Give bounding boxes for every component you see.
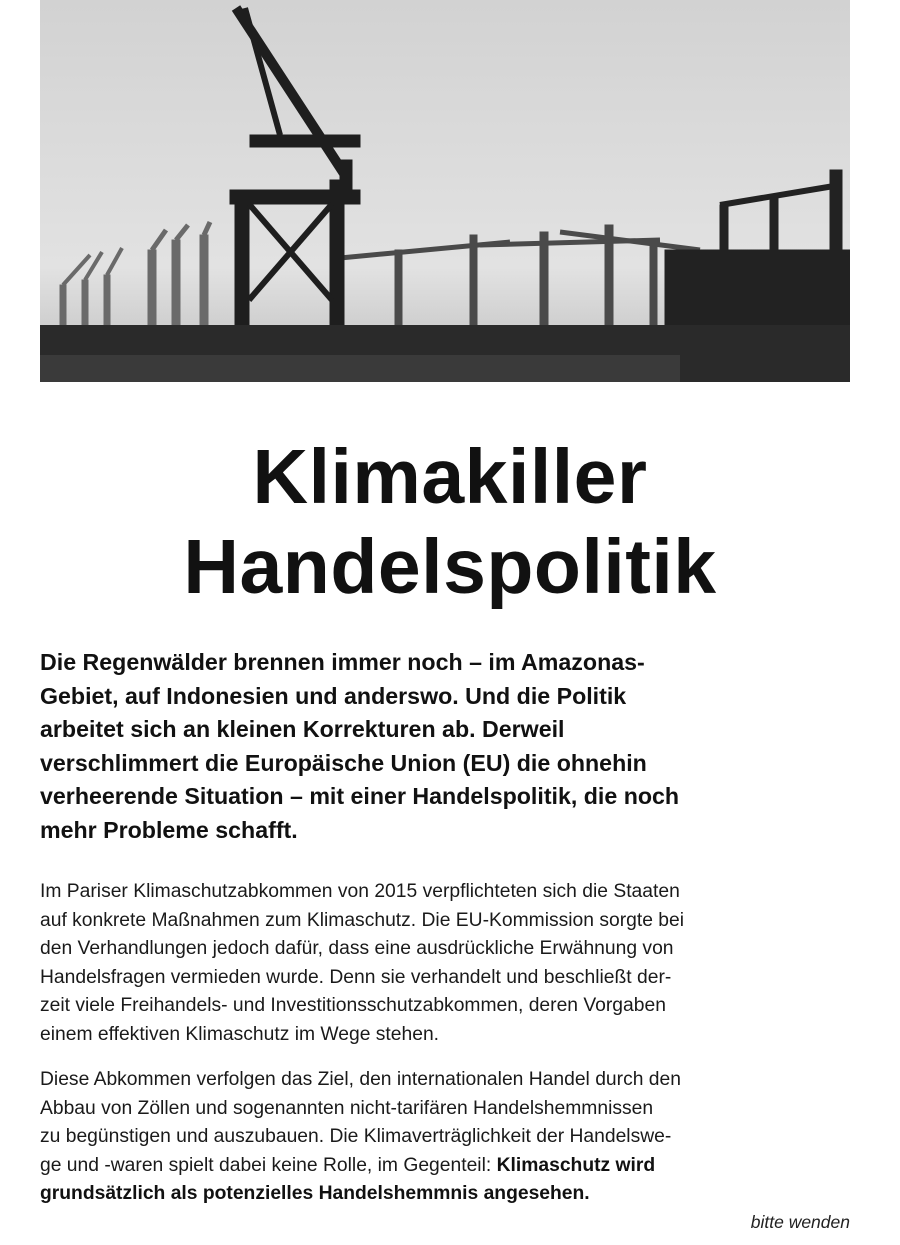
paragraph-line: zu begünstigen und auszubauen. Die Klimaverträglichkeit der Handelswe- (40, 1126, 672, 1148)
paragraph-line: zeit viele Freihandels- und Investitionsschutzabkommen, deren Vorgaben (40, 995, 666, 1017)
emphasis-line: grundsätzlich als potenzielles Handelshemmnis angesehen. (40, 1183, 590, 1205)
turn-page-note: bitte wenden (750, 1212, 850, 1232)
title-line-1: Klimakiller (252, 434, 648, 520)
lead-line: verschlimmert die Europäische Union (EU) die ohnehin (40, 749, 647, 776)
emphasis-text: Klimaschutz wird (496, 1154, 656, 1176)
lead-paragraph (40, 646, 852, 847)
paragraph-line: einem effektiven Klimaschutz im Wege stehen. (40, 1023, 440, 1045)
page-title (0, 432, 900, 612)
paragraph-line: Im Pariser Klimaschutzabkommen von 2015 verpflichteten sich die Staaten (40, 881, 680, 902)
lead-line: Gebiet, auf Indonesien und anderswo. Und die Politik (40, 682, 627, 709)
paragraph-line: auf konkrete Maßnahmen zum Klimaschutz. Die EU-Kommission sorgte bei (40, 909, 685, 931)
lead-line: mehr Probleme schafft. (40, 816, 298, 843)
paragraph-line: Diese Abkommen verfolgen das Ziel, den internationalen Handel durch den (40, 1069, 681, 1090)
paragraph-line: Abbau von Zöllen und sogenannten nicht-tarifären Handelshemmnissen (40, 1097, 654, 1119)
lead-line: verheerende Situation – mit einer Handelspolitik, die noch (40, 783, 680, 809)
body-paragraph-1 (40, 878, 852, 1050)
lead-line: arbeitet sich an kleinen Korrekturen ab. Derweil (40, 716, 565, 742)
harbor-cranes-photo (40, 0, 850, 382)
paragraph-line: Handelsfragen vermieden wurde. Denn sie verhandelt und beschließt der- (40, 966, 672, 988)
paragraph-line: den Verhandlungen jedoch dafür, dass eine ausdrückliche Erwähnung von (40, 938, 674, 960)
paragraph-line-normal-text: ge und -waren spielt dabei keine Rolle, im Gegenteil: (40, 1154, 497, 1176)
lead-line: Die Regenwälder brennen immer noch – im Amazonas- (40, 649, 645, 675)
title-line-2: Handelspolitik (183, 524, 717, 610)
body-paragraph-2 (40, 1066, 852, 1209)
paragraph-line (40, 1152, 852, 1181)
